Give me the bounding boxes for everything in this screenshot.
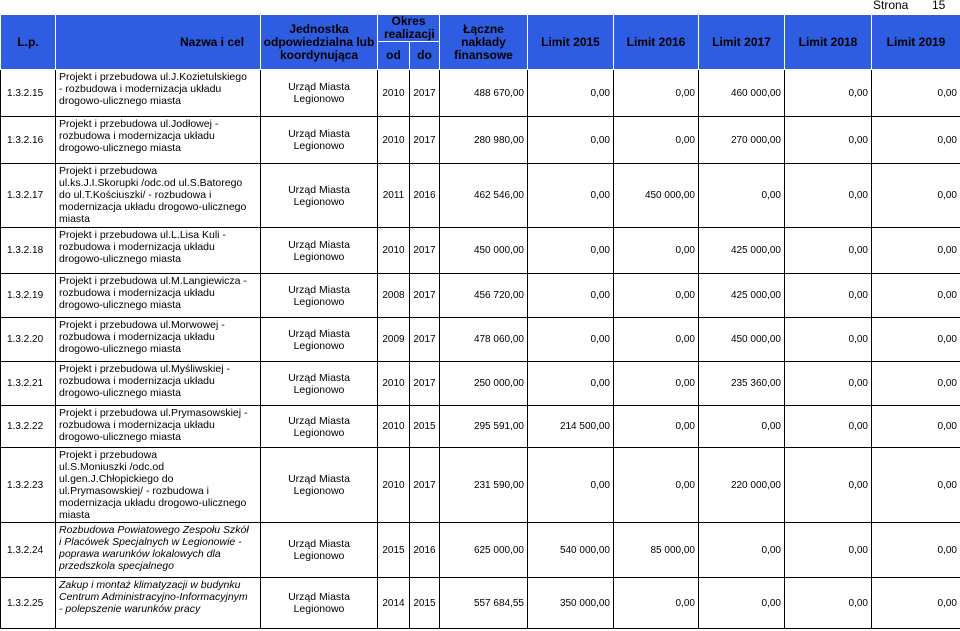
total-outlay: 478 060,00 — [440, 318, 528, 362]
row-number: 1.3.2.16 — [1, 117, 56, 164]
project-name-line: Centrum Administracyjno-Informacyjnym — [59, 591, 248, 603]
project-name-line: poprawa warunków lokalowych dla — [59, 548, 221, 560]
year-from: 2010 — [378, 448, 410, 523]
limit-2017: 270 000,00 — [699, 117, 785, 164]
table-row — [1, 578, 960, 629]
limit-2017: 220 000,00 — [699, 448, 785, 523]
project-name — [56, 523, 261, 578]
limit-2015: 540 000,00 — [528, 523, 614, 578]
limit-2017: 460 000,00 — [699, 70, 785, 117]
limit-2019: 0,00 — [872, 406, 960, 448]
year-from: 2015 — [378, 523, 410, 578]
row-number: 1.3.2.24 — [1, 523, 56, 578]
year-to: 2015 — [410, 578, 440, 629]
limit-2019: 0,00 — [872, 228, 960, 274]
project-name-line: Projekt i przebudowa — [59, 165, 158, 177]
limit-2015: 0,00 — [528, 164, 614, 228]
project-name-line: rozbudowa i modernizacja układu — [59, 130, 215, 142]
limit-2019: 0,00 — [872, 362, 960, 406]
responsible-unit-line: Legionowo — [293, 550, 345, 562]
responsible-unit-line: Urząd Miasta — [288, 128, 350, 140]
page-number: 15 — [932, 0, 946, 12]
header-row-top — [1, 15, 960, 42]
project-name — [56, 164, 261, 228]
project-name-line: rozbudowa i modernizacja układu — [59, 287, 215, 299]
project-name-line: ul.gen.J.Chłopickiego do — [59, 473, 174, 485]
header-limit-2019: Limit 2019 — [872, 15, 960, 70]
project-name-line: drogowo-ulicznego miasta — [59, 431, 181, 443]
project-name-line: miasta — [59, 509, 90, 521]
limit-2015: 214 500,00 — [528, 406, 614, 448]
table-row — [1, 164, 960, 228]
responsible-unit-line: Legionowo — [293, 93, 345, 105]
project-name-line: - polepszenie warunków pracy — [59, 603, 201, 615]
table-row — [1, 362, 960, 406]
responsible-unit — [261, 362, 378, 406]
row-number: 1.3.2.21 — [1, 362, 56, 406]
header-lp: L.p. — [1, 15, 56, 70]
year-from: 2009 — [378, 318, 410, 362]
limit-2018: 0,00 — [785, 578, 872, 629]
responsible-unit — [261, 228, 378, 274]
responsible-unit — [261, 117, 378, 164]
year-from: 2010 — [378, 117, 410, 164]
row-number: 1.3.2.18 — [1, 228, 56, 274]
limit-2015: 350 000,00 — [528, 578, 614, 629]
header-limit-2016: Limit 2016 — [614, 15, 699, 70]
total-outlay: 231 590,00 — [440, 448, 528, 523]
project-name-line: i Placówek Specjalnych w Legionowie - — [59, 536, 242, 548]
project-name-line: drogowo-ulicznego miasta — [59, 299, 181, 311]
limit-2019: 0,00 — [872, 70, 960, 117]
row-number: 1.3.2.17 — [1, 164, 56, 228]
project-name — [56, 406, 261, 448]
total-outlay: 557 684,55 — [440, 578, 528, 629]
row-number: 1.3.2.20 — [1, 318, 56, 362]
project-name — [56, 362, 261, 406]
year-to: 2017 — [410, 117, 440, 164]
limit-2017: 235 360,00 — [699, 362, 785, 406]
limit-2017: 0,00 — [699, 406, 785, 448]
project-name-line: Projekt i przebudowa ul.Jodłowej - — [59, 118, 219, 130]
header-total: Łączne nakłady finansowe — [440, 15, 528, 70]
year-to: 2016 — [410, 164, 440, 228]
responsible-unit-line: Legionowo — [293, 195, 345, 208]
limit-2018: 0,00 — [785, 70, 872, 117]
limit-2019: 0,00 — [872, 117, 960, 164]
header-limit-2018: Limit 2018 — [785, 15, 872, 70]
limit-2016: 450 000,00 — [614, 164, 699, 228]
responsible-unit-line: Urząd Miasta — [288, 414, 350, 427]
responsible-unit-line: Urząd Miasta — [288, 81, 350, 93]
responsible-unit-line: Urząd Miasta — [288, 238, 350, 251]
project-name — [56, 448, 261, 523]
limit-2016: 0,00 — [614, 578, 699, 629]
limit-2019: 0,00 — [872, 523, 960, 578]
project-name-line: drogowo-ulicznego miasta — [59, 343, 181, 355]
year-to: 2016 — [410, 523, 440, 578]
table-row — [1, 117, 960, 164]
project-name — [56, 274, 261, 318]
total-outlay: 456 720,00 — [440, 274, 528, 318]
limit-2016: 0,00 — [614, 362, 699, 406]
limit-2019: 0,00 — [872, 274, 960, 318]
project-name-line: rozbudowa i modernizacja układu — [59, 375, 215, 387]
project-name-line: do ul.T.Kościuszki/ - rozbudowa i — [59, 189, 212, 201]
year-from: 2011 — [378, 164, 410, 228]
page-header — [0, 0, 960, 14]
year-from: 2014 — [378, 578, 410, 629]
total-outlay: 488 670,00 — [440, 70, 528, 117]
total-outlay: 625 000,00 — [440, 523, 528, 578]
limit-2018: 0,00 — [785, 164, 872, 228]
limit-2017: 0,00 — [699, 523, 785, 578]
limit-2015: 0,00 — [528, 362, 614, 406]
year-to: 2017 — [410, 448, 440, 523]
limit-2019: 0,00 — [872, 318, 960, 362]
total-outlay: 462 546,00 — [440, 164, 528, 228]
year-to: 2017 — [410, 228, 440, 274]
year-to: 2017 — [410, 70, 440, 117]
header-period: Okres realizacji — [378, 15, 440, 42]
project-name-line: rozbudowa i modernizacja układu — [59, 419, 215, 431]
responsible-unit — [261, 406, 378, 448]
responsible-unit-line: Legionowo — [293, 485, 345, 497]
responsible-unit-line: Urząd Miasta — [288, 327, 350, 340]
project-name — [56, 228, 261, 274]
responsible-unit-line: Urząd Miasta — [288, 283, 350, 296]
project-name — [56, 117, 261, 164]
limit-2018: 0,00 — [785, 523, 872, 578]
project-name-line: drogowo-ulicznego miasta — [59, 142, 181, 154]
responsible-unit — [261, 318, 378, 362]
responsible-unit — [261, 448, 378, 523]
project-name — [56, 70, 261, 117]
project-name-line: Projekt i przebudowa — [59, 449, 158, 461]
responsible-unit-line: Urząd Miasta — [288, 538, 350, 550]
row-number: 1.3.2.23 — [1, 448, 56, 523]
project-name-line: - rozbudowa i modernizacja układu — [59, 83, 222, 95]
project-name-line: ul.Prymasowskiej/ - rozbudowa i — [59, 485, 209, 497]
project-name-line: modernizacja układu drogowo-ulicznego — [59, 201, 247, 213]
project-name-line: Projekt i przebudowa ul.Morwowej - — [59, 319, 225, 331]
limit-2018: 0,00 — [785, 362, 872, 406]
year-to: 2017 — [410, 318, 440, 362]
limit-2018: 0,00 — [785, 318, 872, 362]
responsible-unit — [261, 578, 378, 629]
limit-2016: 0,00 — [614, 117, 699, 164]
responsible-unit-line: Legionowo — [293, 603, 345, 615]
header-limit-2015: Limit 2015 — [528, 15, 614, 70]
year-from: 2008 — [378, 274, 410, 318]
year-to: 2017 — [410, 274, 440, 318]
responsible-unit-line: Legionowo — [293, 426, 345, 439]
project-name-line: drogowo-ulicznego miasta — [59, 95, 181, 107]
table-row — [1, 318, 960, 362]
limit-2018: 0,00 — [785, 448, 872, 523]
project-name-line: Projekt i przebudowa ul.Myśliwskiej - — [59, 363, 230, 375]
table-row — [1, 70, 960, 117]
limit-2015: 0,00 — [528, 70, 614, 117]
limit-2016: 0,00 — [614, 318, 699, 362]
limit-2015: 0,00 — [528, 117, 614, 164]
project-name-line: rozbudowa i modernizacja układu — [59, 331, 215, 343]
total-outlay: 280 980,00 — [440, 117, 528, 164]
limit-2017: 450 000,00 — [699, 318, 785, 362]
responsible-unit-line: Urząd Miasta — [288, 591, 350, 603]
project-name-line: drogowo-ulicznego miasta — [59, 253, 181, 265]
row-number: 1.3.2.19 — [1, 274, 56, 318]
responsible-unit-line: Legionowo — [293, 295, 345, 308]
responsible-unit-line: Urząd Miasta — [288, 183, 350, 196]
limit-2018: 0,00 — [785, 406, 872, 448]
year-to: 2015 — [410, 406, 440, 448]
project-name-line: drogowo-ulicznego miasta — [59, 387, 181, 399]
responsible-unit-line: Legionowo — [293, 140, 345, 152]
project-name-line: Projekt i przebudowa ul.L.Lisa Kuli - — [59, 229, 226, 241]
table-row — [1, 406, 960, 448]
project-name-line: Zakup i montaż klimatyzacji w budynku — [59, 579, 241, 591]
responsible-unit-line: Urząd Miasta — [288, 371, 350, 384]
year-from: 2010 — [378, 406, 410, 448]
project-name-line: ul.S.Moniuszki /odc.od — [59, 461, 165, 473]
project-name — [56, 318, 261, 362]
header-name: Nazwa i cel — [56, 15, 261, 70]
table-row — [1, 274, 960, 318]
limit-2017: 425 000,00 — [699, 274, 785, 318]
limit-2017: 0,00 — [699, 164, 785, 228]
project-name-line: miasta — [59, 213, 90, 225]
limit-2016: 0,00 — [614, 228, 699, 274]
limit-2015: 0,00 — [528, 318, 614, 362]
project-name-line: Rozbudowa Powiatowego Zespołu Szkół — [59, 524, 249, 536]
year-from: 2010 — [378, 228, 410, 274]
total-outlay: 250 000,00 — [440, 362, 528, 406]
project-name-line: modernizacja układu drogowo-ulicznego — [59, 497, 247, 509]
investment-table — [0, 14, 960, 629]
responsible-unit-line: Legionowo — [293, 250, 345, 263]
responsible-unit — [261, 274, 378, 318]
table-row — [1, 448, 960, 523]
responsible-unit-line: Legionowo — [293, 383, 345, 396]
page-label: Strona — [873, 0, 909, 12]
responsible-unit-line: Urząd Miasta — [288, 473, 350, 485]
limit-2016: 0,00 — [614, 448, 699, 523]
project-name — [56, 578, 261, 629]
total-outlay: 450 000,00 — [440, 228, 528, 274]
responsible-unit — [261, 164, 378, 228]
limit-2019: 0,00 — [872, 448, 960, 523]
limit-2018: 0,00 — [785, 274, 872, 318]
project-name-line: Projekt i przebudowa ul.Prymasowskiej - — [59, 407, 248, 419]
project-name-line: przedszkola specjalnego — [59, 560, 174, 572]
row-number: 1.3.2.22 — [1, 406, 56, 448]
limit-2016: 0,00 — [614, 70, 699, 117]
year-to: 2017 — [410, 362, 440, 406]
limit-2016: 85 000,00 — [614, 523, 699, 578]
project-name-line: Projekt i przebudowa ul.J.Kozietulskiego — [59, 71, 247, 83]
project-name-line: rozbudowa i modernizacja układu — [59, 241, 215, 253]
limit-2016: 0,00 — [614, 406, 699, 448]
project-name-line: ul.ks.J.I.Skorupki /odc.od ul.S.Batorego — [59, 177, 243, 189]
responsible-unit-line: Legionowo — [293, 339, 345, 352]
limit-2019: 0,00 — [872, 164, 960, 228]
limit-2015: 0,00 — [528, 228, 614, 274]
year-from: 2010 — [378, 362, 410, 406]
header-from: od — [378, 42, 410, 70]
limit-2018: 0,00 — [785, 228, 872, 274]
header-to: do — [410, 42, 440, 70]
header-limit-2017: Limit 2017 — [699, 15, 785, 70]
responsible-unit — [261, 523, 378, 578]
total-outlay: 295 591,00 — [440, 406, 528, 448]
limit-2017: 0,00 — [699, 578, 785, 629]
project-name-line: Projekt i przebudowa ul.M.Langiewicza - — [59, 275, 247, 287]
row-number: 1.3.2.25 — [1, 578, 56, 629]
table-row — [1, 228, 960, 274]
limit-2018: 0,00 — [785, 117, 872, 164]
limit-2015: 0,00 — [528, 274, 614, 318]
limit-2017: 425 000,00 — [699, 228, 785, 274]
header-unit: Jednostka odpowiedzialna lub koordynująca — [261, 15, 378, 70]
limit-2015: 0,00 — [528, 448, 614, 523]
year-from: 2010 — [378, 70, 410, 117]
table-body — [1, 70, 960, 629]
limit-2019: 0,00 — [872, 578, 960, 629]
limit-2016: 0,00 — [614, 274, 699, 318]
responsible-unit — [261, 70, 378, 117]
table-row — [1, 523, 960, 578]
row-number: 1.3.2.15 — [1, 70, 56, 117]
